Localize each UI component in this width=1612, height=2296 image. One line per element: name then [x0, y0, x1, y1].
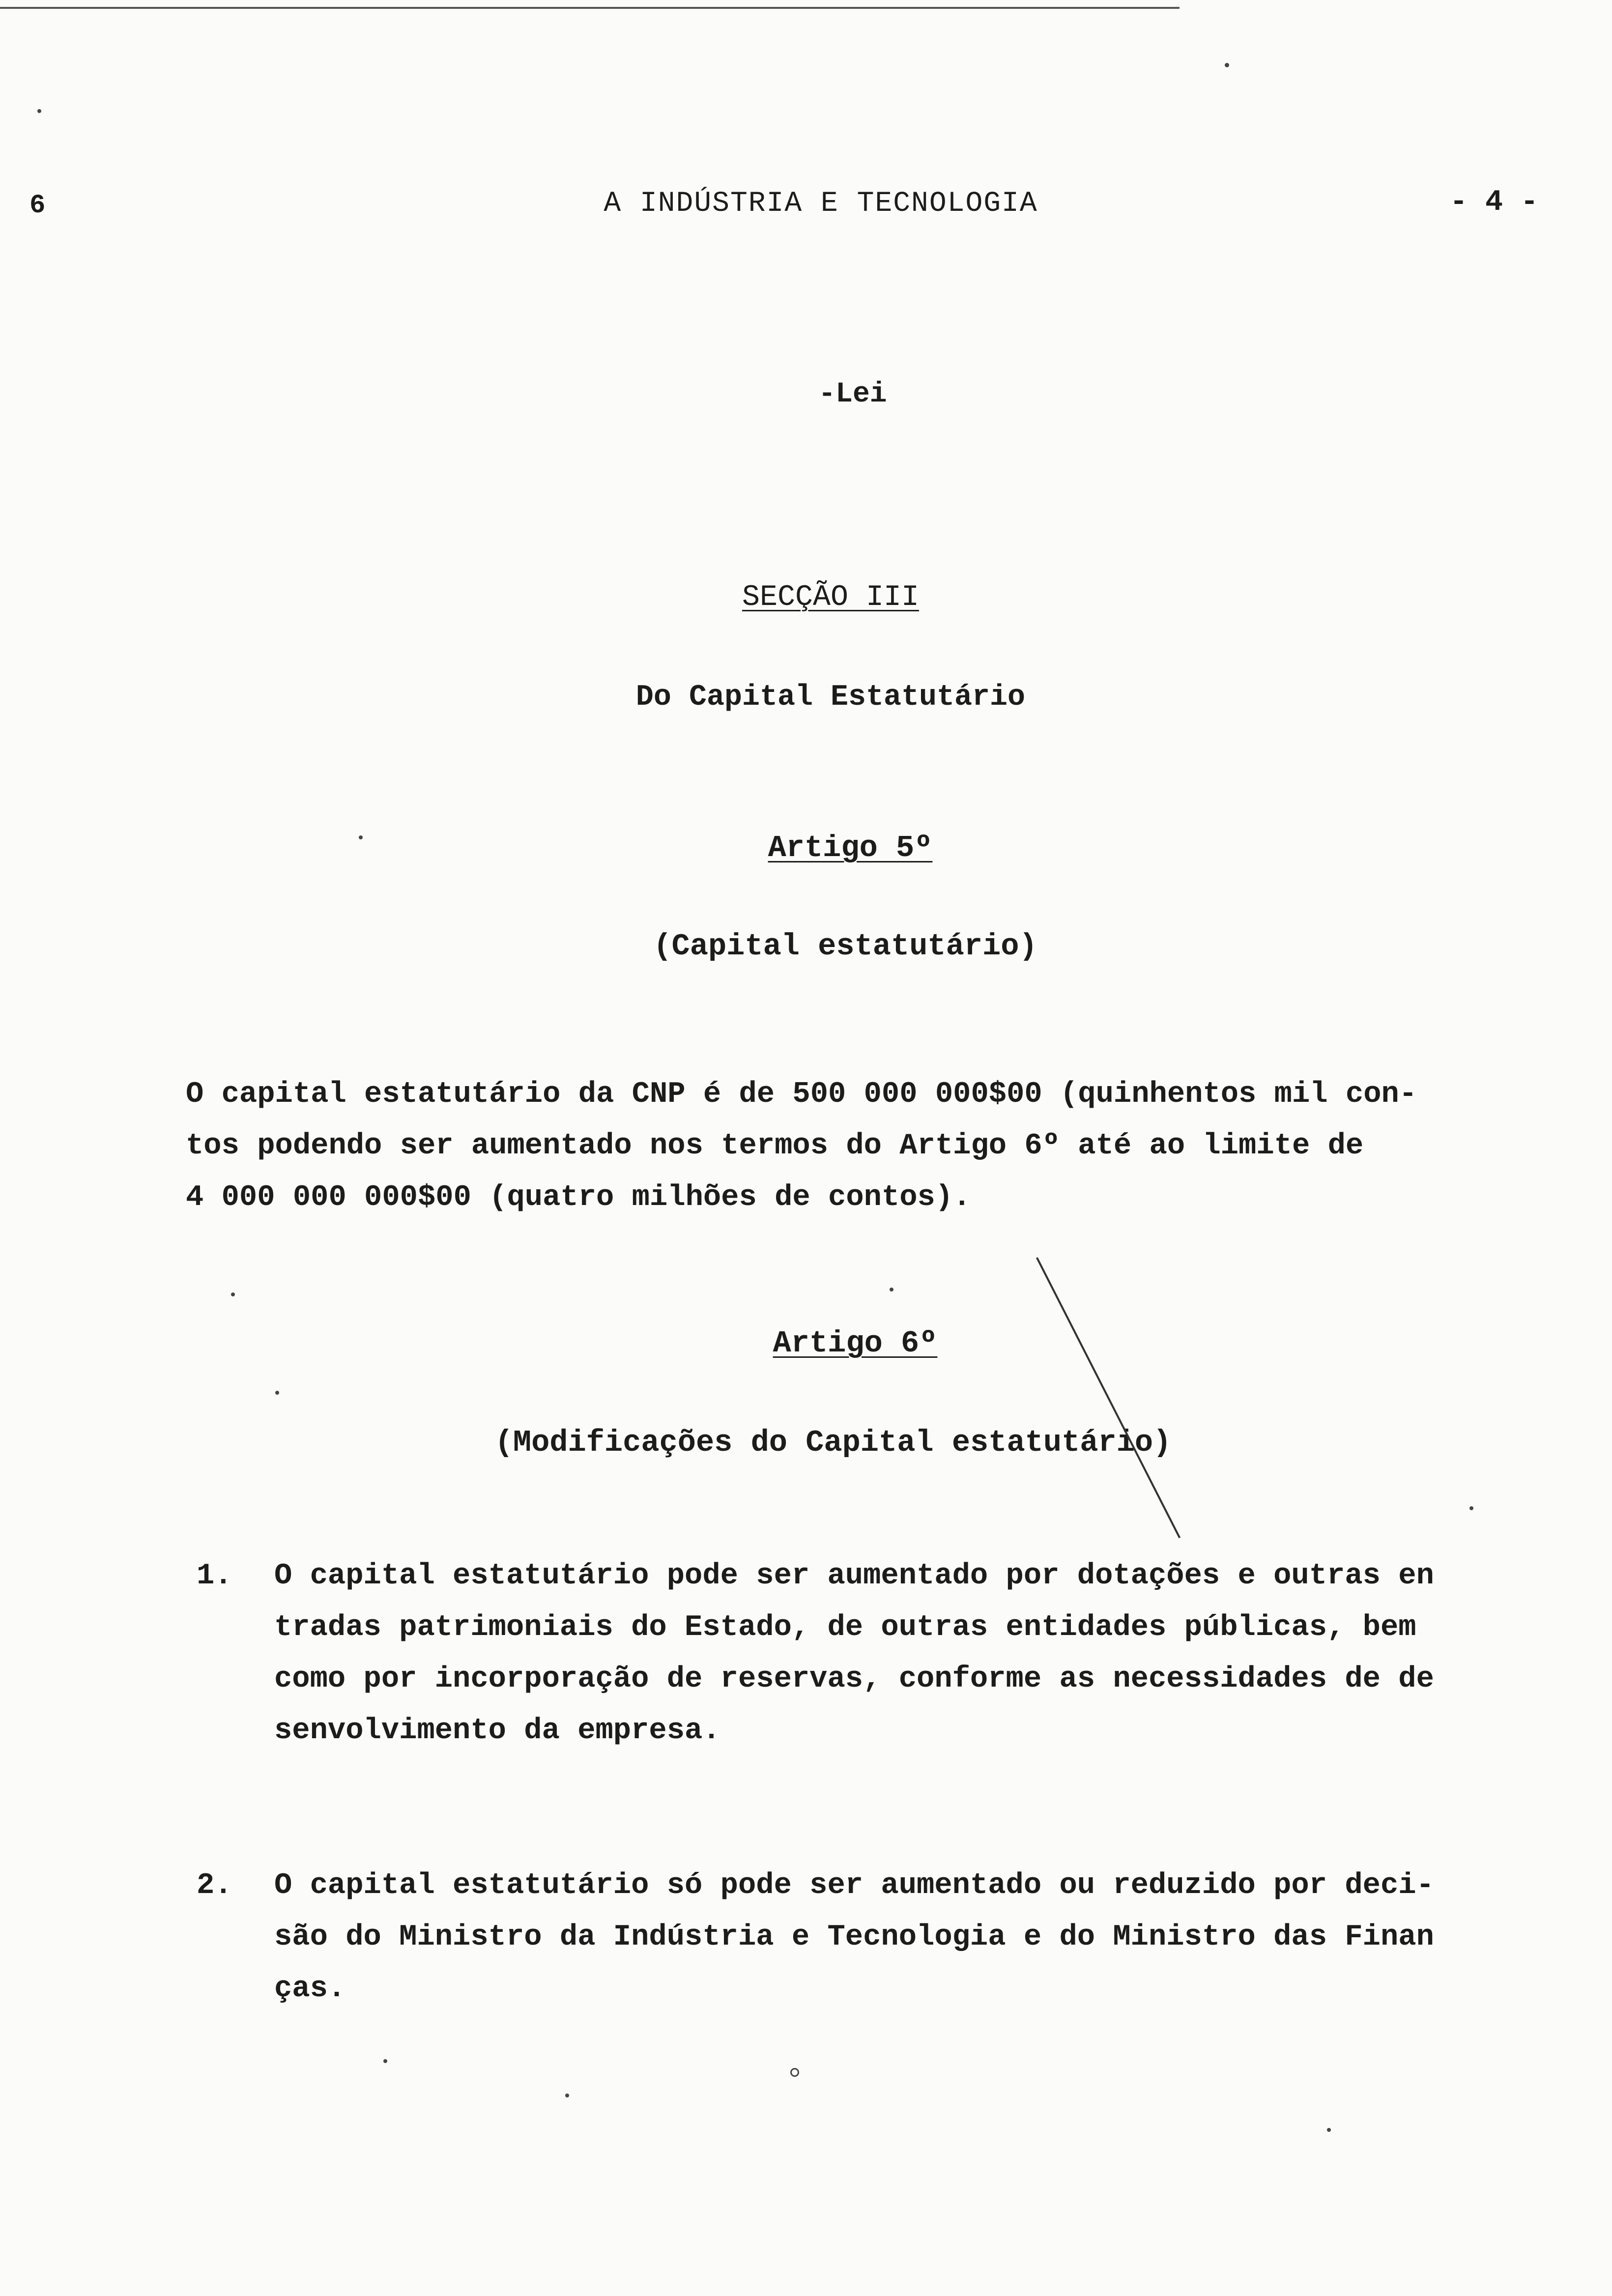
paragraph-line: O capital estatutário pode ser aumentado por dotações e outras en: [274, 1559, 1434, 1593]
article-5-title: Artigo 5º: [768, 831, 933, 865]
scan-speck: [37, 109, 41, 113]
scan-speck: [1327, 2128, 1331, 2132]
running-header: A INDÚSTRIA E TECNOLOGIA: [604, 188, 1038, 220]
article-5-paragraph: [186, 1069, 1417, 1224]
scan-artifact-line: [1036, 1257, 1180, 1538]
scan-speck: [790, 2068, 799, 2077]
scan-speck: [359, 835, 363, 839]
paragraph-line: 4 000 000 000$00 (quatro milhões de contos).: [186, 1181, 971, 1214]
paragraph-line: como por incorporação de reservas, conforme as necessidades de de: [274, 1663, 1434, 1696]
list-item-number: 1.: [197, 1559, 232, 1593]
paragraph-line: ças.: [274, 1972, 346, 2006]
article-6-title: Artigo 6º: [773, 1326, 938, 1361]
page-number: - 4 -: [1450, 186, 1539, 219]
scan-speck: [890, 1288, 893, 1292]
list-item-text: [274, 1860, 1434, 2015]
scan-speck: [1469, 1506, 1473, 1510]
article-6-subtitle: (Modificações do Capital estatutário): [494, 1425, 1172, 1460]
section-title: SECÇÃO III: [742, 581, 920, 614]
list-item-number: 2.: [197, 1869, 232, 1902]
scan-speck: [1225, 63, 1229, 67]
top-border-line: [0, 7, 1180, 9]
scan-speck: [275, 1391, 279, 1395]
scan-speck: [231, 1292, 235, 1296]
paragraph-line: O capital estatutário da CNP é de 500 000 000$00 (quinhentos mil con-: [186, 1078, 1417, 1111]
section-subtitle: Do Capital Estatutário: [635, 681, 1026, 714]
article-5-subtitle: (Capital estatutário): [653, 929, 1037, 964]
scan-speck: [565, 2094, 569, 2097]
paragraph-line: tos podendo ser aumentado nos termos do Artigo 6º até ao limite de: [186, 1129, 1364, 1163]
margin-mark: 6: [29, 191, 46, 221]
paragraph-line: são do Ministro da Indústria e Tecnologia e do Ministro das Finan: [274, 1921, 1434, 1954]
paragraph-line: O capital estatutário só pode ser aumentado ou reduzido por deci-: [274, 1869, 1434, 1902]
document-kind: -Lei: [818, 378, 887, 410]
paragraph-line: senvolvimento da empresa.: [274, 1714, 720, 1748]
paragraph-line: tradas patrimoniais do Estado, de outras entidades públicas, bem: [274, 1611, 1416, 1644]
list-item-text: [274, 1550, 1434, 1757]
scan-speck: [383, 2059, 387, 2063]
